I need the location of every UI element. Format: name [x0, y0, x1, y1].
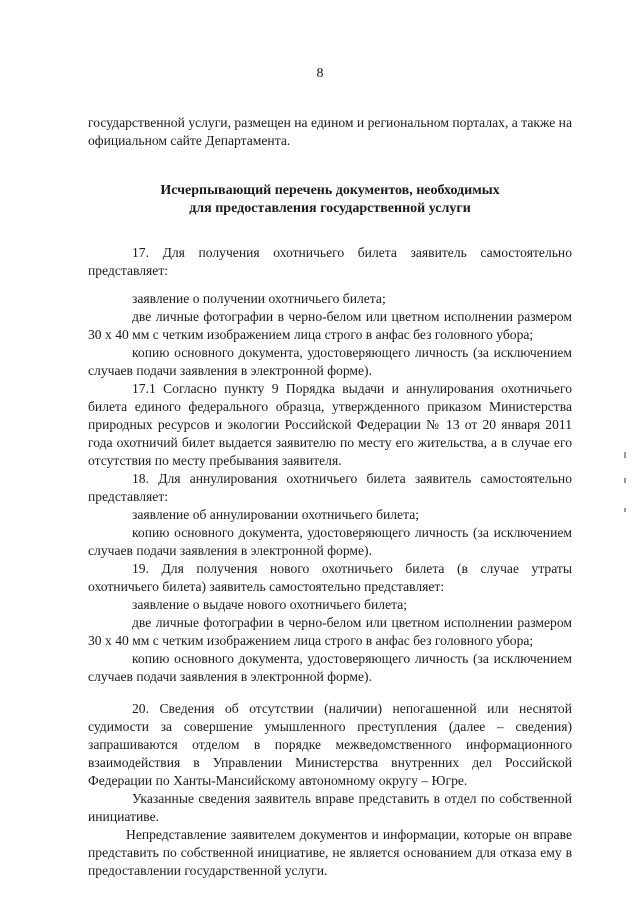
heading-line-1: Исчерпывающий перечень документов, необходимых [160, 183, 500, 198]
section-17-item: две личные фотографии в черно-белом или цветном исполнении размером 30 х 40 мм с четким изображением лица строго в анфас без головного убора; [88, 309, 572, 342]
section-18-lead: 18. Для аннулирования охотничьего билета заявитель самостоятельно представляет: [88, 471, 572, 504]
section-19-item: две личные фотографии в черно-белом или цветном исполнении размером 30 х 40 мм с четким изображением лица строго в анфас без головного убора; [88, 615, 572, 648]
section-heading [88, 182, 572, 218]
section-17-1-paragraph: 17.1 Согласно пункту 9 Порядка выдачи и аннулирования охотничьего билета единого федерального образца, утвержденного приказом Министерства природных ресурсов и экологии Российской Федерации № 13 от 20 января 2011 года охотничий билет выдается заявителю по месту его жительства, а в случае его отсутствия по месту пребывания заявителя. [88, 381, 572, 468]
section-20-paragraph: Указанные сведения заявитель вправе представить в отдел по собственной инициативе. [88, 791, 572, 824]
section-19-lead: 19. Для получения нового охотничьего билета (в случае утраты охотничьего билета) заявитель самостоятельно представляет: [88, 561, 572, 594]
scan-edge-mark [624, 478, 626, 483]
section-20-paragraph: Непредставление заявителем документов и информации, которые он вправе представить по собственной инициативе, не является основанием для отказа ему в предоставлении государственной услуги. [88, 827, 572, 878]
document-body [88, 114, 572, 880]
section-18-item: копию основного документа, удостоверяющего личность (за исключением случаев подачи заявления в электронной форме). [88, 525, 572, 558]
section-19-item: копию основного документа, удостоверяющего личность (за исключением случаев подачи заявления в электронной форме). [88, 651, 572, 684]
section-17-lead: 17. Для получения охотничьего билета заявитель самостоятельно представляет: [88, 245, 572, 278]
intro-paragraph: государственной услуги, размещен на едином и региональном порталах, а также на официальном сайте Департамента. [88, 115, 572, 148]
heading-line-2: для предоставления государственной услуги [189, 201, 471, 216]
page-number: 8 [316, 66, 324, 81]
scan-edge-mark [624, 508, 626, 512]
section-17-item: заявление о получении охотничьего билета; [132, 291, 386, 306]
section-20-paragraph: 20. Сведения об отсутствии (наличии) непогашенной или неснятой судимости за совершение умышленного преступления (далее – сведения) запрашиваются отделом в порядке межведомственного информационного взаимодействия в Управлении Министерства внутренних дел Российской Федерации по Ханты-Мансийскому автономному округу – Югре. [88, 701, 572, 788]
section-17-item: копию основного документа, удостоверяющего личность (за исключением случаев подачи заявления в электронной форме). [88, 345, 572, 378]
section-18-item: заявление об аннулировании охотничьего билета; [132, 507, 420, 522]
section-19-item: заявление о выдаче нового охотничьего билета; [132, 597, 408, 612]
scan-edge-mark [624, 452, 626, 458]
